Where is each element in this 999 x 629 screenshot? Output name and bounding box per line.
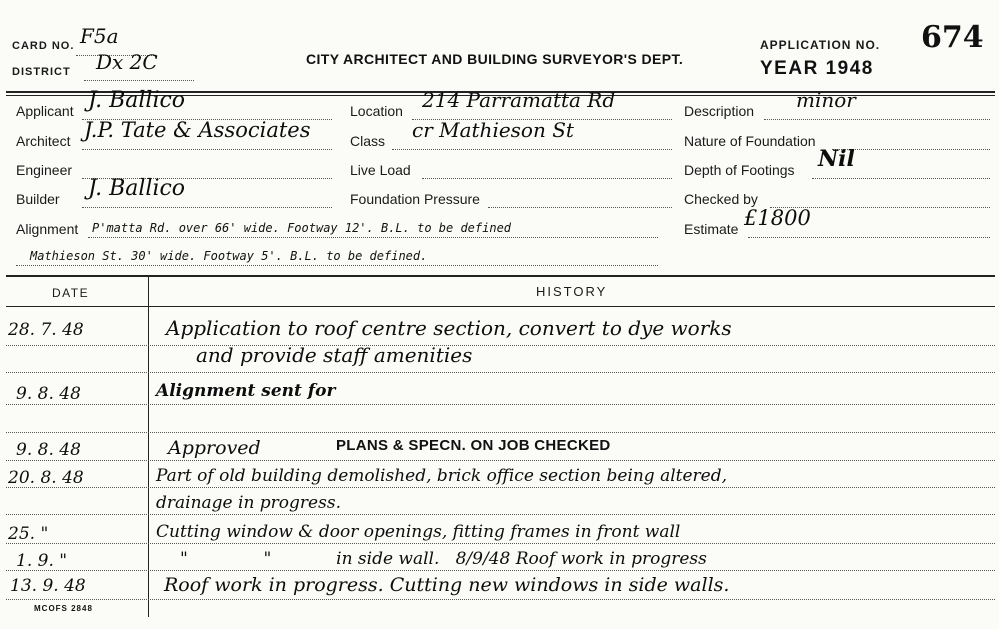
architect-label: Architect [16, 133, 71, 149]
date-cell: 9. 8. 48 [16, 440, 81, 460]
row-line [6, 543, 995, 544]
card-no-value: F5a [80, 24, 119, 48]
row-line [6, 599, 995, 600]
alignment-label: Alignment [16, 221, 79, 237]
card-no-label: CARD NO. [12, 40, 75, 52]
estimate-label: Estimate [684, 221, 739, 237]
foundation-pressure-line [488, 207, 672, 208]
nature-of-foundation-label: Nature of Foundation [684, 133, 816, 149]
description-value: minor [796, 88, 856, 112]
alignment-rule-1 [88, 237, 658, 238]
row-line [6, 514, 995, 515]
department-title: CITY ARCHITECT AND BUILDING SURVEYOR'S DEPT. [306, 51, 684, 67]
description-label: Description [684, 103, 755, 119]
history-text: Cutting window & door openings, fitting frames in front wall [156, 522, 681, 542]
class-value: cr Mathieson St [412, 118, 574, 142]
architect-value: J.P. Tate & Associates [84, 118, 311, 142]
depth-of-footings-label: Depth of Footings [684, 162, 795, 178]
date-cell: 20. 8. 48 [8, 468, 84, 488]
row-line [6, 570, 995, 571]
table-top-rule [6, 275, 995, 277]
form-code: MCOFS 2848 [34, 604, 93, 613]
history-text: and provide staff amenities [196, 343, 473, 367]
date-column-divider [148, 277, 149, 617]
application-no-label: APPLICATION NO. [760, 38, 881, 52]
architect-line [82, 149, 332, 150]
location-label: Location [350, 103, 403, 119]
engineer-label: Engineer [16, 162, 73, 178]
applicant-label: Applicant [16, 103, 74, 119]
live-load-line [422, 178, 672, 179]
district-value: Dx 2C [96, 50, 158, 74]
row-line [6, 372, 995, 373]
live-load-label: Live Load [350, 162, 411, 178]
history-column-header: HISTORY [536, 284, 608, 299]
date-cell: 9. 8. 48 [16, 384, 81, 404]
estimate-line [748, 237, 990, 238]
date-cell: 28. 7. 48 [8, 320, 84, 340]
history-text: drainage in progress. [156, 493, 341, 513]
history-text: Part of old building demolished, brick office section being altered, [156, 466, 728, 486]
table-header-rule [6, 306, 995, 307]
estimate-value: £1800 [744, 206, 811, 230]
date-column-header: DATE [52, 286, 90, 300]
plans-checked-stamp: PLANS & SPECN. ON JOB CHECKED [336, 437, 611, 454]
district-line [84, 80, 194, 81]
row-line [6, 432, 995, 433]
history-text: Roof work in progress. Cutting new windows in side walls. [164, 574, 730, 596]
builder-value: J. Ballico [88, 176, 186, 201]
foundation-pressure-label: Foundation Pressure [350, 191, 480, 207]
row-line [6, 404, 995, 405]
builder-label: Builder [16, 191, 60, 207]
class-line [392, 149, 672, 150]
year-label: YEAR 1948 [760, 58, 874, 79]
row-line [6, 460, 995, 461]
date-cell: 1. 9. " [16, 551, 68, 571]
applicant-value: J. Ballico [88, 88, 186, 113]
location-value: 214 Parramatta Rd [422, 88, 616, 112]
date-cell: 13. 9. 48 [10, 576, 86, 596]
nature-of-foundation-line [832, 149, 990, 150]
class-label: Class [350, 133, 386, 149]
description-line [764, 119, 990, 120]
checked-by-label: Checked by [684, 191, 758, 207]
history-text: Application to roof centre section, convert to dye works [166, 316, 732, 340]
history-text: " " in side wall. 8/9/48 Roof work in progress [180, 549, 707, 569]
row-line [6, 345, 995, 346]
builder-line [82, 207, 332, 208]
application-no-value: 674 [921, 20, 984, 55]
row-line [6, 487, 995, 488]
alignment-rule-2 [16, 265, 658, 266]
district-label: DISTRICT [12, 66, 71, 78]
history-text: Approved [168, 437, 261, 459]
depth-of-footings-line [812, 178, 990, 179]
history-text: Alignment sent for [156, 381, 336, 401]
date-cell: 25. " [8, 524, 49, 544]
alignment-line-1: P'matta Rd. over 66' wide. Footway 12'. B.L. to be defined [92, 221, 512, 235]
alignment-line-2: Mathieson St. 30' wide. Footway 5'. B.L. to be defined. [30, 249, 428, 263]
depth-of-footings-value: Nil [818, 146, 855, 172]
